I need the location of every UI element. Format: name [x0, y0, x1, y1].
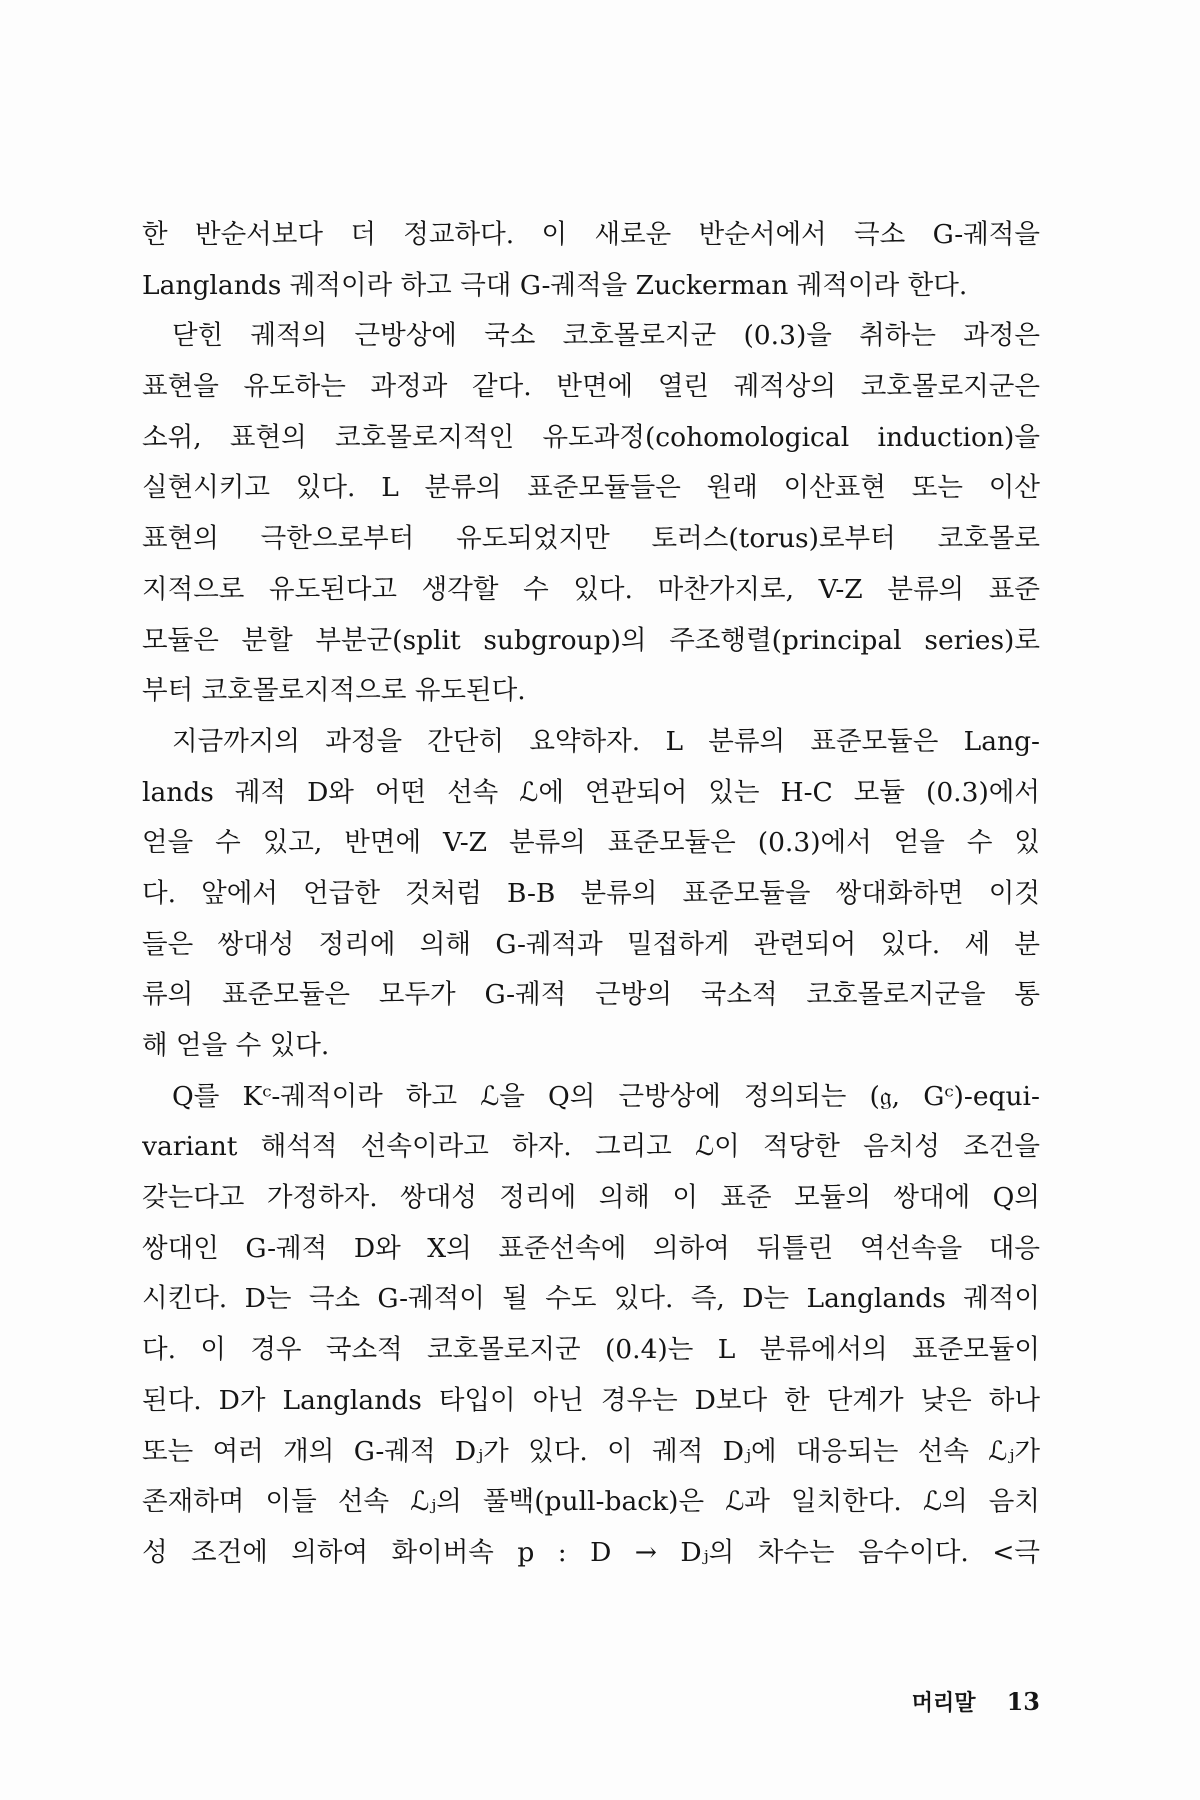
text-line: variant 해석적 선속이라고 하자. 그리고 ℒ이 적당한 음치성 조건을 — [142, 1131, 1040, 1163]
running-head: 머리말 — [911, 1690, 976, 1716]
text-line: 성 조건에 의하여 화이버속 p : D → Dⱼ의 차수는 음수이다. <극 — [142, 1536, 1040, 1568]
text-line: 한 반순서보다 더 정교하다. 이 새로운 반순서에서 극소 G-궤적을 — [142, 219, 1040, 250]
text-line: 다. 이 경우 국소적 코호몰로지군 (0.4)는 L 분류에서의 표준모듈이 — [142, 1334, 1040, 1366]
text-line: 닫힌 궤적의 근방상에 국소 코호몰로지군 (0.3)을 취하는 과정은 — [172, 320, 1040, 352]
text-line: 실현시키고 있다. L 분류의 표준모듈들은 원래 이산표현 또는 이산 — [142, 472, 1040, 504]
text-line: 류의 표준모듈은 모두가 G-궤적 근방의 국소적 코호몰로지군을 통 — [142, 979, 1040, 1011]
text-line: 시킨다. D는 극소 G-궤적이 될 수도 있다. 즉, D는 Langlands 궤적이 — [142, 1283, 1040, 1315]
text-line: lands 궤적 D와 어떤 선속 ℒ에 연관되어 있는 H-C 모듈 (0.3)에서 — [142, 776, 1040, 808]
text-line: 얻을 수 있고, 반면에 V-Z 분류의 표준모듈은 (0.3)에서 얻을 수 있 — [142, 827, 1040, 859]
text-line: 쌍대인 G-궤적 D와 X의 표준선속에 의하여 뒤틀린 역선속을 대응 — [142, 1232, 1040, 1264]
text-line: 모듈은 분할 부분군(split subgroup)의 주조행렬(principal series)로 — [142, 624, 1040, 656]
text-line: Q를 Kᶜ-궤적이라 하고 ℒ을 Q의 근방상에 정의되는 (𝔤, Gᶜ)-equi- — [172, 1080, 1040, 1112]
text-line: 해 얻을 수 있다. — [142, 1030, 330, 1061]
text-line: Langlands 궤적이라 하고 극대 G-궤적을 Zuckerman 궤적이라 한다. — [142, 269, 968, 301]
text-line: 된다. D가 Langlands 타입이 아닌 경우는 D보다 한 단계가 낮은 하나 — [142, 1384, 1040, 1416]
page-number: 13 — [1006, 1687, 1040, 1716]
text-line: 표현의 극한으로부터 유도되었지만 토러스(torus)로부터 코호몰로 — [142, 523, 1040, 555]
text-line: 표현을 유도하는 과정과 같다. 반면에 열린 궤적상의 코호몰로지군은 — [142, 371, 1040, 403]
text-line: 갖는다고 가정하자. 쌍대성 정리에 의해 이 표준 모듈의 쌍대에 Q의 — [142, 1182, 1040, 1214]
text-line: 들은 쌍대성 정리에 의해 G-궤적과 밀접하게 관련되어 있다. 세 분 — [142, 928, 1040, 960]
text-line: 소위, 표현의 코호몰로지적인 유도과정(cohomological induction)을 — [142, 421, 1040, 453]
page-footer — [912, 1686, 1040, 1717]
text-line: 부터 코호몰로지적으로 유도된다. — [142, 675, 526, 707]
text-line: 지금까지의 과정을 간단히 요약하자. L 분류의 표준모듈은 Lang- — [172, 725, 1040, 757]
text-line: 또는 여러 개의 G-궤적 Dⱼ가 있다. 이 궤적 Dⱼ에 대응되는 선속 ℒⱼ가 — [142, 1435, 1040, 1467]
body-text — [142, 210, 1040, 1579]
text-line: 지적으로 유도된다고 생각할 수 있다. 마찬가지로, V-Z 분류의 표준 — [142, 573, 1040, 605]
text-line: 존재하며 이들 선속 ℒⱼ의 풀백(pull-back)은 ℒ과 일치한다. ℒ의 음치 — [142, 1486, 1040, 1518]
text-line: 다. 앞에서 언급한 것처럼 B-B 분류의 표준모듈을 쌍대화하면 이것 — [142, 877, 1040, 909]
